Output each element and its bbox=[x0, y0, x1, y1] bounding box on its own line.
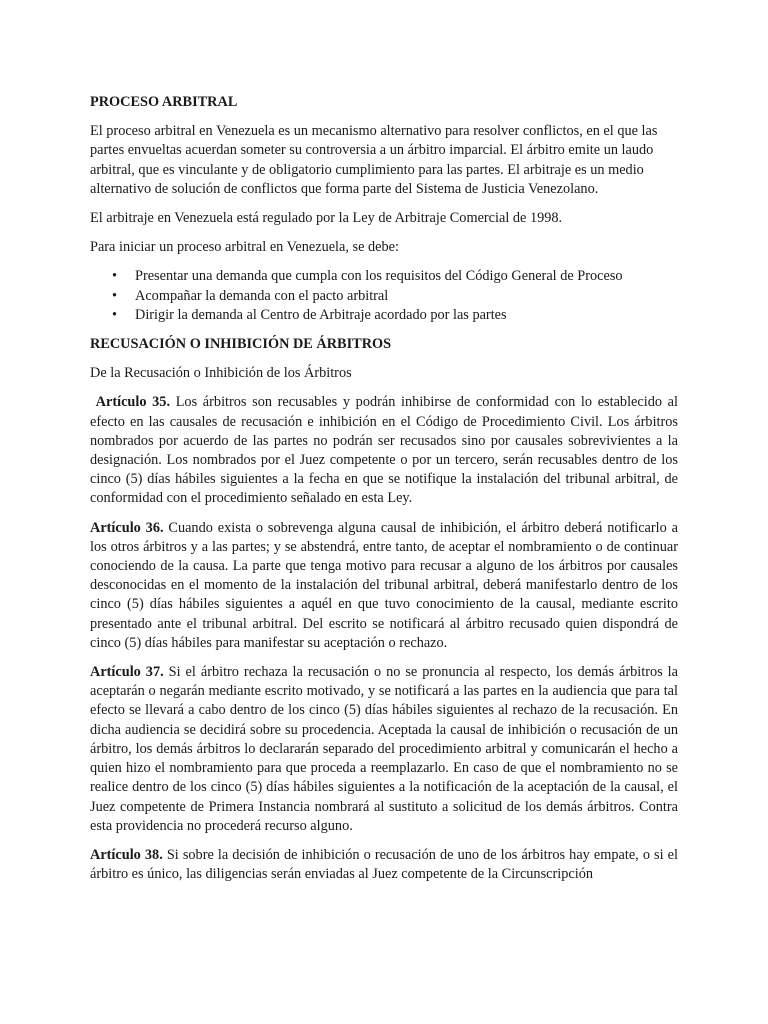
regulation-paragraph: El arbitraje en Venezuela está regulado por la Ley de Arbitraje Comercial de 1998. bbox=[90, 210, 563, 227]
section-heading-recusacion: RECUSACIÓN O INHIBICIÓN DE ÁRBITROS bbox=[90, 336, 392, 353]
bullet-icon: • bbox=[112, 306, 118, 323]
list-item-text: Acompañar la demanda con el pacto arbitral bbox=[135, 287, 389, 304]
list-item-text: Dirigir la demanda al Centro de Arbitraje acordado por las partes bbox=[135, 306, 507, 323]
bullet-icon: • bbox=[112, 287, 118, 304]
article-text: Los árbitros son recusables y podrán inhibirse de conformidad con lo establecido al efecto en las causales de recusación e inhibición en el Código de Procedimiento Civil. Los árbitros nombrados por acuerdo de las partes no podrán ser recusados sino por causales sobrevivientes a la designación. Los nombrados por el Juez competente o por un tercero, serán recusables dentro de los cinco (5) días hábiles siguientes a la fecha en que se notifique la instalación del tribunal arbitral, de conformidad con el procedimiento señalado en esta Ley. bbox=[90, 394, 678, 507]
document-page bbox=[90, 93, 678, 894]
article-text: Cuando exista o sobrevenga alguna causal de inhibición, el árbitro deberá notificarlo a los otros árbitros y a las partes; y se abstendrá, entre tanto, de aceptar el nombramiento o de continuar conociendo de la causa. La parte que tenga motivo para recusar a alguno de los árbitros por causales desconocidas en el momento de la instalación del tribunal arbitral, deberá manifestarlo dentro de los cinco (5) días hábiles siguientes a aquél en que tuvo conocimiento de la causal, mediante escrito presentado ante el tribunal arbitral. Del escrito se notificará al árbitro recusado quien dispondrá de cinco (5) días hábiles para manifestar su aceptación o rechazo. bbox=[90, 519, 678, 651]
article-text: Si el árbitro rechaza la recusación o no se pronuncia al respecto, los demás árbitros la aceptarán o negarán mediante escrito motivado, y se notificará a las partes en la audiencia que para tal efecto se llevará a cabo dentro de los cinco (5) días hábiles siguientes al rechazo de la recusación. En dicha audiencia se decidirá sobre su procedencia. Aceptada la causal de inhibición o recusación de un árbitro, los demás árbitros lo declararán separado del procedimiento arbitral y comunicarán el hecho a quien hizo el nombramiento para que proceda a reemplazarlo. En caso de que el nombramiento no se realice dentro de los cinco (5) días hábiles siguientes a la notificación de la aceptación de la causal, el Juez competente de Primera Instancia nombrará al sustituto a solicitud de los demás árbitros. Contra esta providencia no procederá recurso alguno. bbox=[90, 664, 678, 834]
article-35 bbox=[90, 393, 678, 508]
article-37 bbox=[90, 663, 678, 836]
section-heading-proceso-arbitral: PROCESO ARBITRAL bbox=[90, 94, 238, 110]
subsection-heading: De la Recusación o Inhibición de los Árbitros bbox=[90, 365, 352, 382]
bullet-icon: • bbox=[112, 268, 118, 285]
article-text: Si sobre la decisión de inhibición o recusación de uno de los árbitros hay empate, o si el árbitro es único, las diligencias serán enviadas al Juez competente de la Circunscripción bbox=[90, 846, 678, 883]
article-label: Artículo 38. bbox=[90, 846, 163, 863]
intro-paragraph: El proceso arbitral en Venezuela es un mecanismo alternativo para resolver conflictos, en el que las partes envueltas acuerdan someter su controversia a un árbitro imparcial. El árbitro emite un laudo arbitral, que es vinculante y de obligatorio cumplimiento para las partes. El arbitraje es un medio alternativo de solución de conflictos que forma parte del Sistema de Justicia Venezolano. bbox=[90, 123, 658, 197]
article-label: Artículo 35. bbox=[95, 394, 171, 411]
list-item-text: Presentar una demanda que cumpla con los requisitos del Código General de Proceso bbox=[135, 268, 623, 285]
article-label: Artículo 37. bbox=[90, 664, 164, 681]
list-item bbox=[90, 287, 678, 306]
article-label: Artículo 36. bbox=[90, 519, 164, 536]
requirements-list bbox=[90, 267, 678, 325]
list-item bbox=[90, 306, 678, 325]
article-38 bbox=[90, 846, 678, 884]
requirements-intro: Para iniciar un proceso arbitral en Venezuela, se debe: bbox=[90, 239, 399, 256]
list-item bbox=[90, 267, 678, 286]
article-36 bbox=[90, 519, 678, 653]
